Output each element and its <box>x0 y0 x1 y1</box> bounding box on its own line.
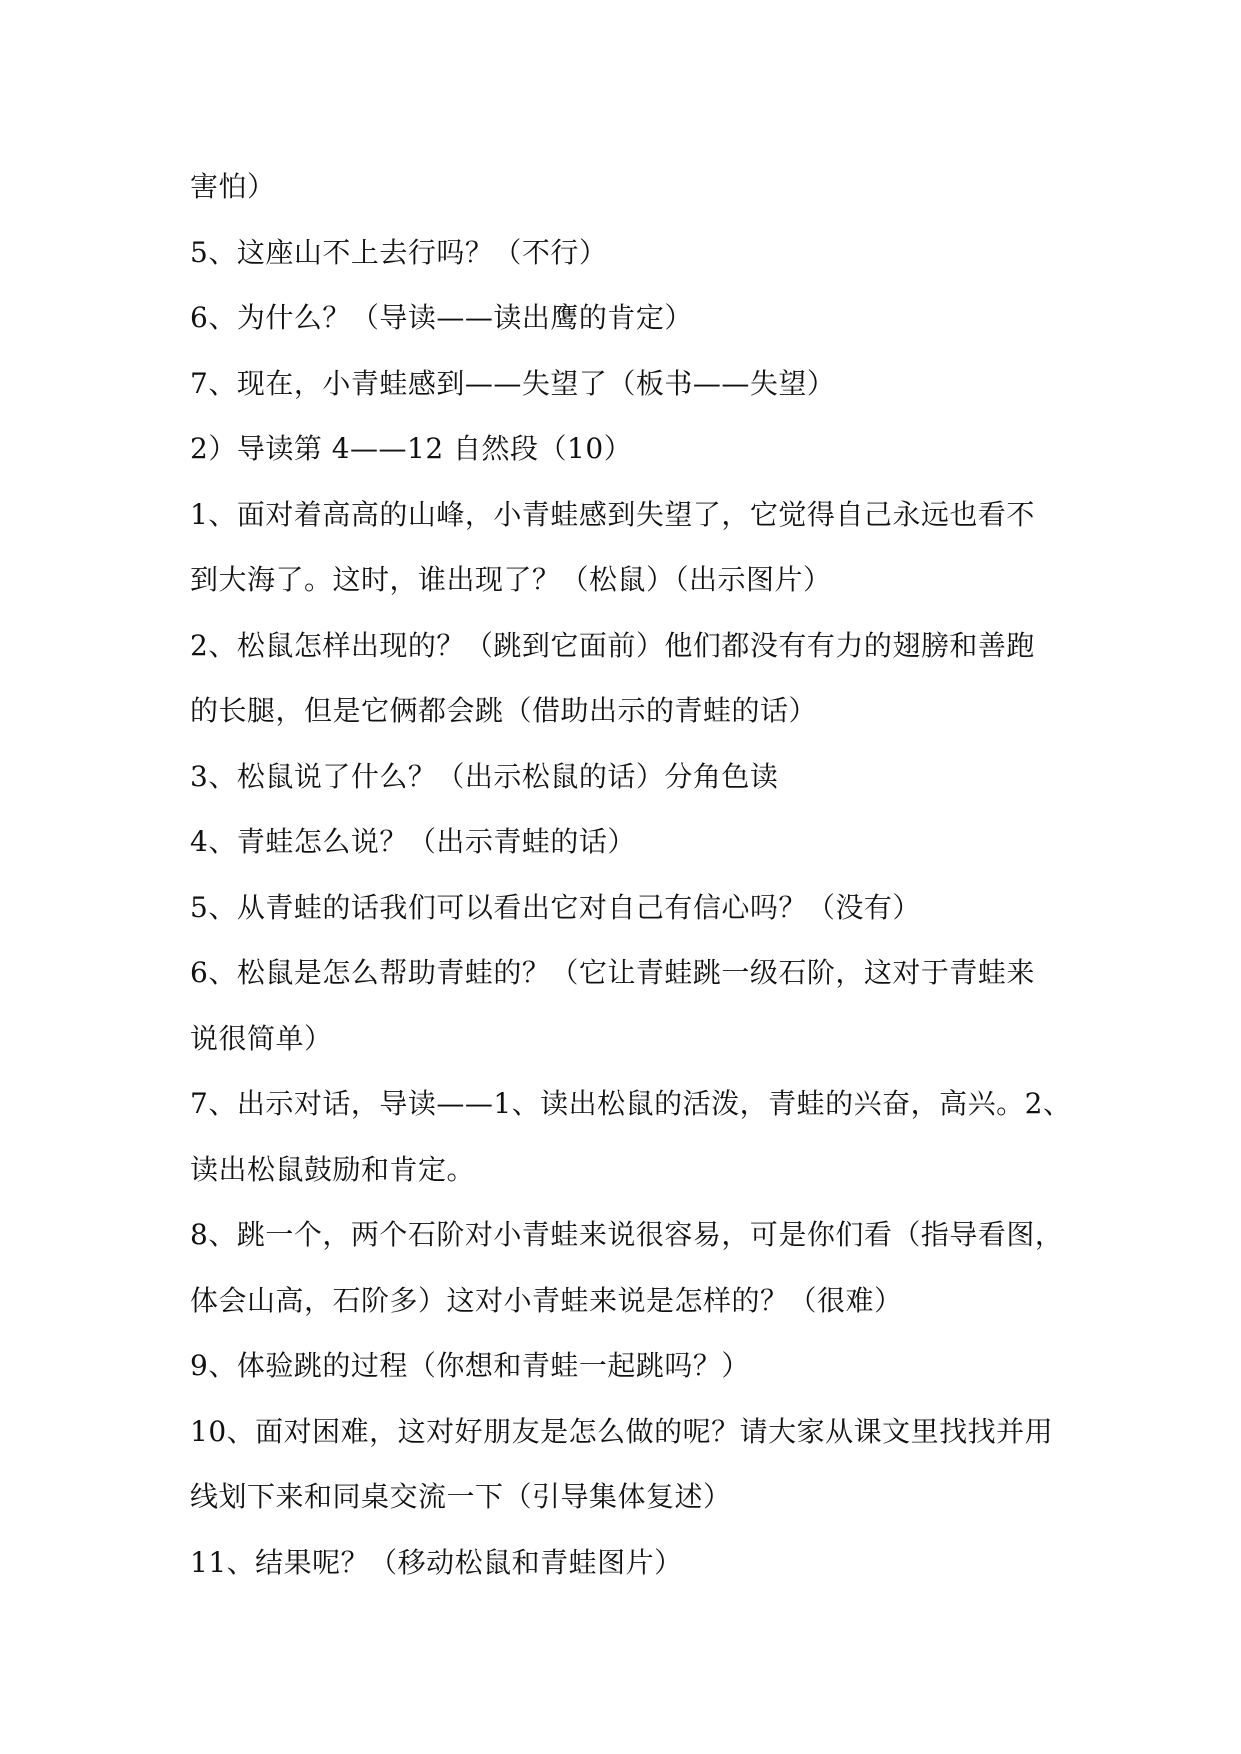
text-line: 2、松鼠怎样出现的？（跳到它面前）他们都没有有力的翅膀和善跑 <box>190 628 1035 662</box>
section-heading: 2）导读第 4——12 自然段（10） <box>190 432 633 465</box>
text-line: 读出松鼠鼓励和肯定。 <box>190 1152 476 1186</box>
text-line: 9、体验跳的过程（你想和青蛙一起跳吗？） <box>190 1349 750 1382</box>
text-line: 说很简单） <box>190 1021 333 1055</box>
lesson-plan-text <box>190 154 1070 1595</box>
text-line: 6、为什么？（导读——读出鹰的肯定） <box>190 301 693 334</box>
text-line: 害怕） <box>190 170 276 203</box>
text-line: 到大海了。这时，谁出现了？（松鼠）（出示图片） <box>190 563 832 596</box>
text-line: 1、面对着高高的山峰，小青蛙感到失望了，它觉得自己永远也看不 <box>190 497 1035 531</box>
text-line: 的长腿，但是它俩都会跳（借助出示的青蛙的话） <box>190 694 818 727</box>
text-line: 3、松鼠说了什么？（出示松鼠的话）分角色读 <box>190 759 779 793</box>
text-line: 5、这座山不上去行吗？（不行） <box>190 235 608 269</box>
text-line: 7、出示对话，导读——1、读出松鼠的活泼，青蛙的兴奋，高兴。2、 <box>190 1087 1072 1120</box>
text-line: 线划下来和同桌交流一下（引导集体复述） <box>190 1480 732 1513</box>
text-line: 7、现在，小青蛙感到——失望了（板书——失望） <box>190 366 836 400</box>
text-line: 5、从青蛙的话我们可以看出它对自己有信心吗？（没有） <box>190 890 921 924</box>
text-line: 8、跳一个，两个石阶对小青蛙来说很容易，可是你们看（指导看图， <box>190 1218 1064 1251</box>
text-line: 4、青蛙怎么说？（出示青蛙的话） <box>190 825 636 858</box>
text-line: 6、松鼠是怎么帮助青蛙的？（它让青蛙跳一级石阶，这对于青蛙来 <box>190 956 1035 989</box>
text-line: 10、面对困难，这对好朋友是怎么做的呢？请大家从课文里找找并用 <box>190 1414 1054 1448</box>
text-line: 体会山高，石阶多）这对小青蛙来说是怎样的？（很难） <box>190 1283 903 1317</box>
text-line: 11、结果呢？（移动松鼠和青蛙图片） <box>190 1545 683 1579</box>
